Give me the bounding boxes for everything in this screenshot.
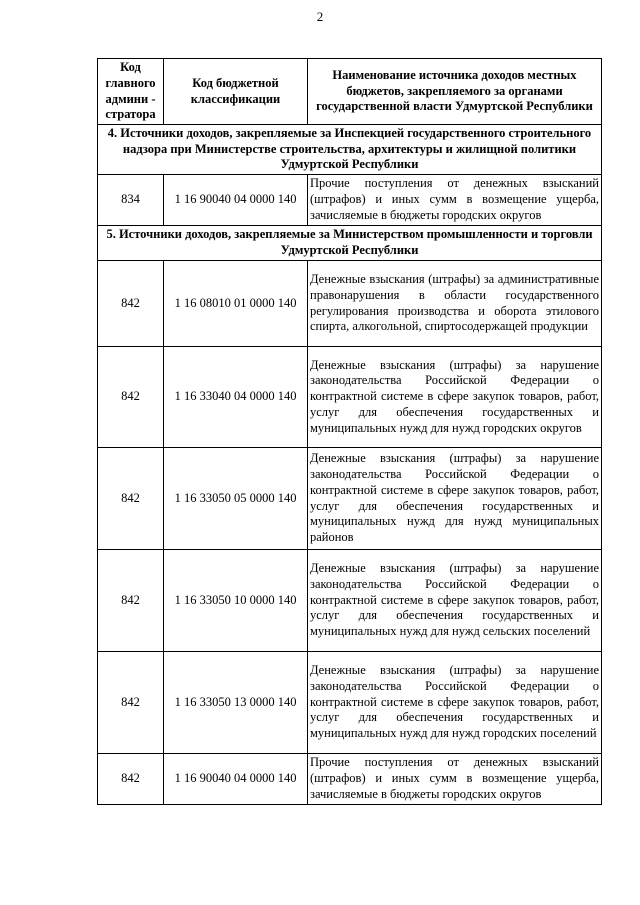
admin-code-cell: 842 [98,347,164,448]
table-row [98,754,602,805]
admin-code-cell: 842 [98,550,164,652]
budget-code-cell: 1 16 33050 13 0000 140 [164,652,308,754]
budget-code-cell: 1 16 08010 01 0000 140 [164,261,308,347]
table-row [98,175,602,226]
source-name-cell: Денежные взыскания (штрафы) за административные правонарушения в области государственного регулирования производства и оборота этилового спирта, алкогольной, спиртосодержащей продукции [308,261,602,347]
section-row [98,125,602,175]
header-source-name: Наименование источника доходов местных бюджетов, закрепляемого за органами государственной власти Удмуртской Республики [308,59,602,125]
admin-code-cell: 842 [98,261,164,347]
table-row [98,448,602,550]
admin-code-cell: 842 [98,448,164,550]
budget-code-cell: 1 16 90040 04 0000 140 [164,754,308,805]
revenue-sources-table [97,58,602,805]
header-admin-code: Код главного админи - стратора [98,59,164,125]
source-name-cell: Денежные взыскания (штрафы) за нарушение законодательства Российской Федерации о контрактной системе в сфере закупок товаров, работ, услуг для обеспечения государственных и муниципальных нужд для нужд муниципальных районов [308,448,602,550]
admin-code-cell: 834 [98,175,164,226]
table-header-row [98,59,602,125]
budget-code-cell: 1 16 33050 10 0000 140 [164,550,308,652]
section-title: 4. Источники доходов, закрепляемые за Инспекцией государственного строительного надзора при Министерстве строительства, архитектуры и жилищной политики Удмуртской Республики [98,125,602,175]
source-name-cell: Денежные взыскания (штрафы) за нарушение законодательства Российской Федерации о контрактной системе в сфере закупок товаров, работ, услуг для обеспечения государственных и муниципальных нужд для нужд городских поселений [308,652,602,754]
section-row [98,226,602,261]
table-row [98,347,602,448]
admin-code-cell: 842 [98,754,164,805]
page-number: 2 [316,9,324,24]
budget-code-cell: 1 16 90040 04 0000 140 [164,175,308,226]
budget-code-cell: 1 16 33050 05 0000 140 [164,448,308,550]
section-title: 5. Источники доходов, закрепляемые за Министерством промышленности и торговли Удмуртской Республики [98,226,602,261]
table-row [98,261,602,347]
source-name-cell: Денежные взыскания (штрафы) за нарушение законодательства Российской Федерации о контрактной системе в сфере закупок товаров, работ, услуг для обеспечения государственных и муниципальных нужд для нужд сельских поселений [308,550,602,652]
table-row [98,550,602,652]
table-row [98,652,602,754]
source-name-cell: Денежные взыскания (штрафы) за нарушение законодательства Российской Федерации о контрактной системе в сфере закупок товаров, работ, услуг для обеспечения государственных и муниципальных нужд для нужд городских округов [308,347,602,448]
source-name-cell: Прочие поступления от денежных взысканий (штрафов) и иных сумм в возмещение ущерба, зачисляемые в бюджеты городских округов [308,754,602,805]
admin-code-cell: 842 [98,652,164,754]
budget-code-cell: 1 16 33040 04 0000 140 [164,347,308,448]
source-name-cell: Прочие поступления от денежных взысканий (штрафов) и иных сумм в возмещение ущерба, зачисляемые в бюджеты городских округов [308,175,602,226]
header-budget-code: Код бюджетной классификации [164,59,308,125]
